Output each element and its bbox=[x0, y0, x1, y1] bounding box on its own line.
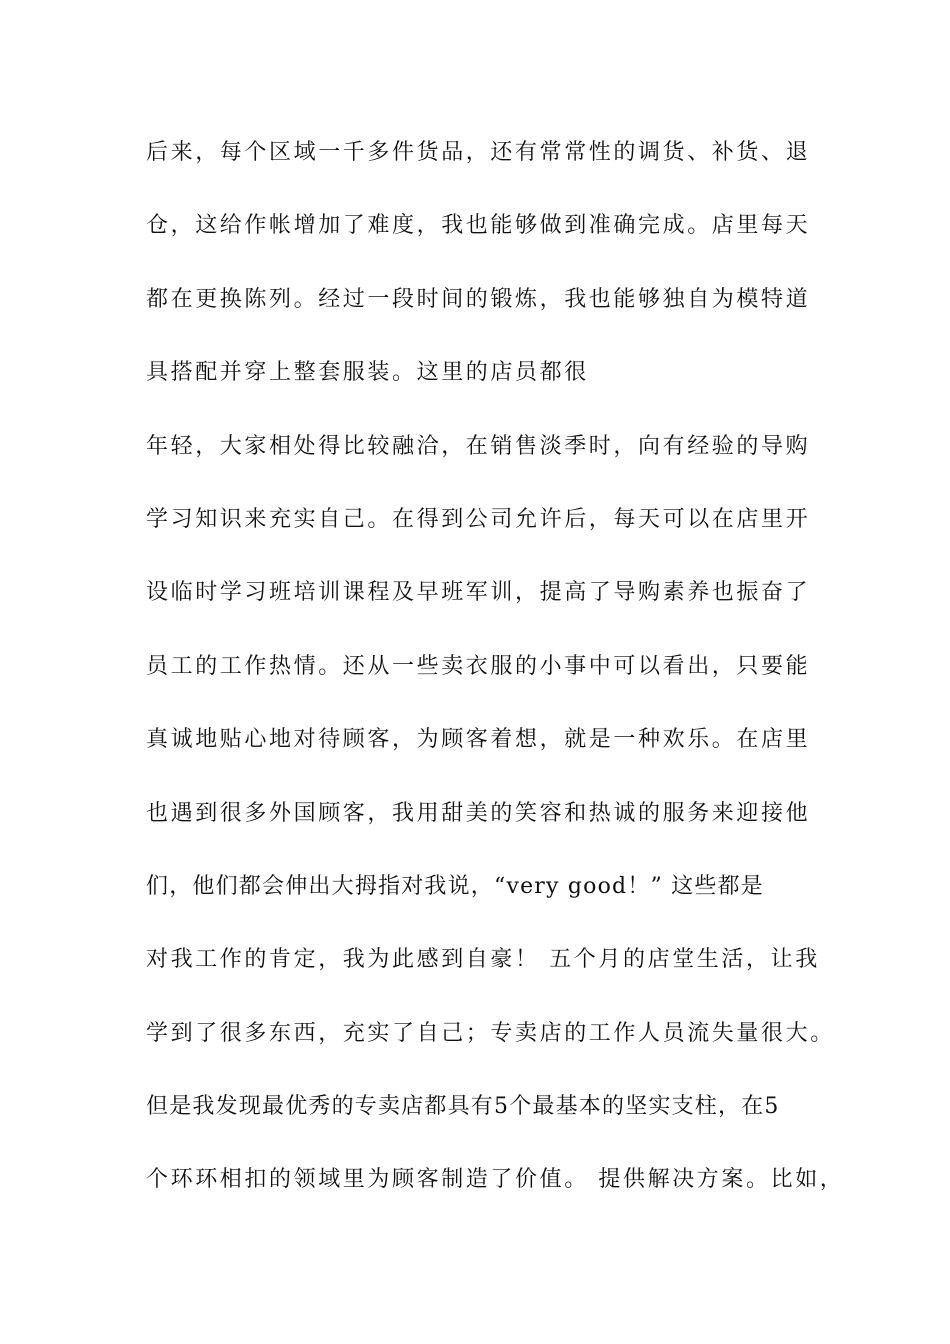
text-line: 员工的工作热情。还从一些卖衣服的小事中可以看出，只要能 bbox=[146, 653, 811, 679]
text-line: 们，他们都会伸出大拇指对我说，“very good！” 这些都是 bbox=[146, 873, 764, 899]
text-line: 设临时学习班培训课程及早班军训，提高了导购素养也振奋了 bbox=[146, 580, 811, 606]
text-line: 都在更换陈列。经过一段时间的锻炼，我也能够独自为模特道 bbox=[146, 286, 811, 312]
text-line: 年轻，大家相处得比较融洽，在销售淡季时，向有经验的导购 bbox=[146, 433, 811, 459]
text-line: 学习知识来充实自己。在得到公司允许后，每天可以在店里开 bbox=[146, 506, 811, 532]
text-line: 也遇到很多外国顾客，我用甜美的笑容和热诚的服务来迎接他 bbox=[146, 800, 811, 826]
text-line: 具搭配并穿上整套服装。这里的店员都很 bbox=[146, 360, 589, 386]
text-line: 真诚地贴心地对待顾客，为顾客着想，就是一种欢乐。在店里 bbox=[146, 727, 811, 753]
text-line: 对我工作的肯定，我为此感到自豪！ 五个月的店堂生活，让我 bbox=[146, 947, 820, 973]
text-line: 学到了很多东西，充实了自己；专卖店的工作人员流失量很大。 bbox=[146, 1020, 835, 1046]
text-line: 但是我发现最优秀的专卖店都具有5个最基本的坚实支柱，在5 bbox=[146, 1094, 780, 1120]
text-line: 仓，这给作帐增加了难度，我也能够做到准确完成。店里每天 bbox=[146, 213, 811, 239]
body-text bbox=[146, 131, 845, 1232]
text-line: 后来，每个区域一千多件货品，还有常常性的调货、补货、退 bbox=[146, 140, 811, 165]
text-line: 个环环相扣的领域里为顾客制造了价值。 提供解决方案。比如， bbox=[146, 1167, 845, 1193]
